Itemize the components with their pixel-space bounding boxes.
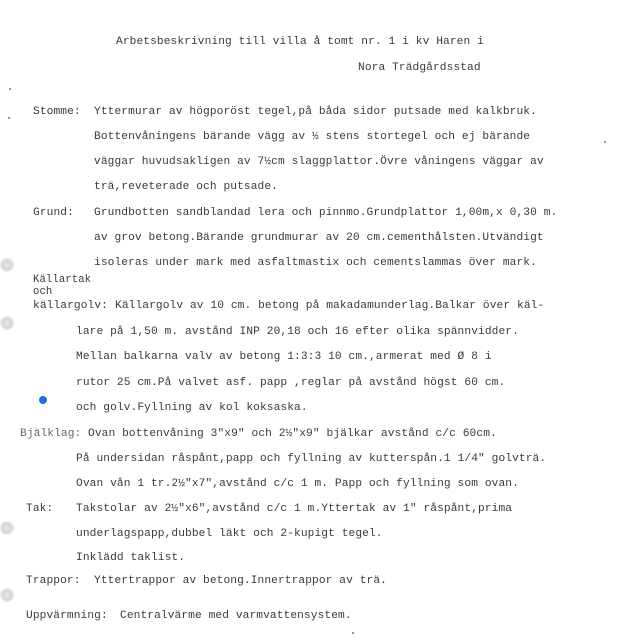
scan-speck <box>352 632 354 634</box>
document-subtitle: Nora Trädgårdsstad <box>358 62 481 74</box>
punch-hole-mark <box>0 521 14 535</box>
section-line: På undersidan råspånt,papp och fyllning av kutterspån.1 1/4" golvträ. <box>76 453 547 465</box>
section-line: Yttertrappor av betong.Innertrappor av trä. <box>94 575 387 587</box>
blue-ink-dot <box>39 396 47 404</box>
section-label-stomme: Stomme: <box>33 106 81 118</box>
section-line: trä,reveterade och putsade. <box>94 181 278 193</box>
section-line: Takstolar av 2½"x6",avstånd c/c 1 m.Yttertak av 1" råspånt,prima <box>76 503 513 515</box>
section-label-bjalklag: Bjälklag: <box>20 428 82 440</box>
section-label-uppvarmning: Uppvärmning: <box>26 610 108 622</box>
section-line: lare på 1,50 m. avstånd INP 20,18 och 16 efter olika spännvidder. <box>76 326 519 338</box>
section-label-kallartak: Källartak <box>33 274 92 286</box>
section-line: underlagspapp,dubbel läkt och 2-kupigt tegel. <box>76 528 383 540</box>
section-line: Bottenvåningens bärande vägg av ½ stens stortegel och ej bärande <box>94 131 531 143</box>
section-line: Yttermurar av högporöst tegel,på båda sidor putsade med kalkbruk. <box>94 106 537 118</box>
scan-speck <box>9 88 11 90</box>
section-line: Källargolv av 10 cm. betong på makadamunderlag.Balkar över käl- <box>115 300 545 312</box>
document-title: Arbetsbeskrivning till villa å tomt nr. 1 i kv Haren i <box>116 36 484 48</box>
punch-hole-mark <box>0 316 14 330</box>
section-label-kallargolv: källargolv: <box>33 300 108 312</box>
scan-speck <box>604 141 606 143</box>
punch-hole-mark <box>0 588 14 602</box>
section-line: isoleras under mark med asfaltmastix och cementslammas över mark. <box>94 257 537 269</box>
section-line: Mellan balkarna valv av betong 1:3:3 10 cm.,armerat med Ø 8 i <box>76 351 492 363</box>
section-label-trappor: Trappor: <box>26 575 81 587</box>
section-label-tak: Tak: <box>26 503 54 515</box>
section-line: väggar huvudsakligen av 7½cm slaggplattor.Övre våningens väggar av <box>94 156 544 168</box>
section-line: Ovan vån 1 tr.2½"x7",avstånd c/c 1 m. Papp och fyllning som ovan. <box>76 478 519 490</box>
section-line: Grundbotten sandblandad lera och pinnmo.Grundplattor 1,00m,x 0,30 m. <box>94 207 558 219</box>
section-line: Inklädd taklist. <box>76 552 186 564</box>
section-label-och: och <box>33 286 53 298</box>
section-line: av grov betong.Bärande grundmurar av 20 cm.cementhålsten.Utvändigt <box>94 232 544 244</box>
scan-speck <box>8 117 10 119</box>
section-line: rutor 25 cm.På valvet asf. papp ,reglar på avstånd högst 60 cm. <box>76 377 506 389</box>
section-label-grund: Grund: <box>33 207 74 219</box>
punch-hole-mark <box>0 258 14 272</box>
section-line: Centralvärme med varmvattensystem. <box>120 610 352 622</box>
section-line: Ovan bottenvåning 3"x9" och 2½"x9" bjälkar avstånd c/c 60cm. <box>88 428 497 440</box>
section-line: och golv.Fyllning av kol koksaska. <box>76 402 308 414</box>
